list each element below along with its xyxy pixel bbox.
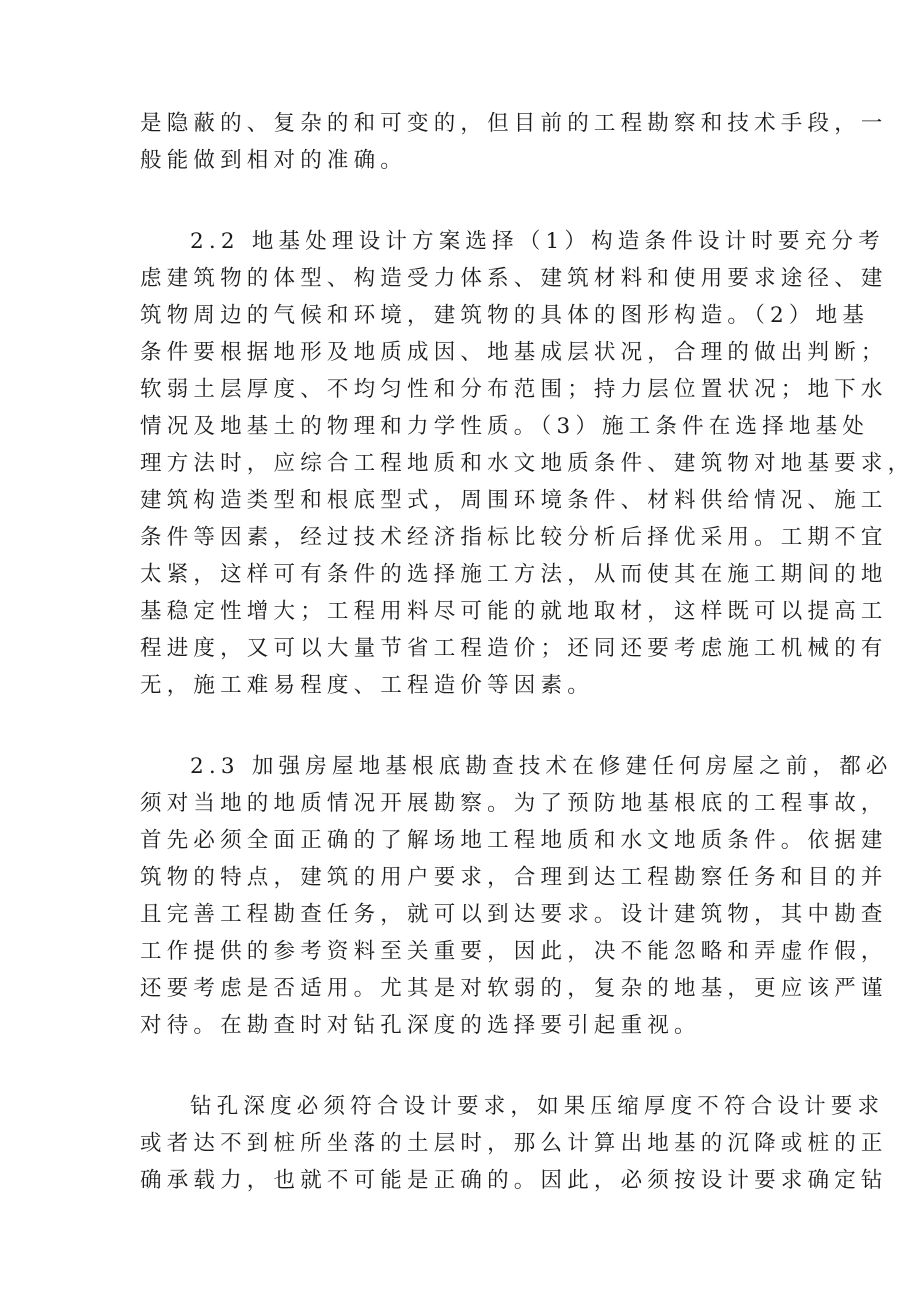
text-line: 筑物周边的气候和环境，建筑物的具体的图形构造。（2）地基	[140, 303, 870, 328]
text-line: 筑物的特点，建筑的用户要求，合理到达工程勘察任务和目的并	[140, 865, 888, 890]
text-line: 确承载力，也就不可能是正确的。因此，必须按设计要求确定钻	[140, 1168, 888, 1193]
paragraph-section-2-2	[140, 223, 915, 704]
text-line: 钻孔深度必须符合设计要求，如果压缩厚度不符合设计要求	[190, 1094, 885, 1119]
text-line: 须对当地的地质情况开展勘察。为了预防地基根底的工程事故，	[140, 791, 888, 816]
text-line: 条件要根据地形及地质成因、地基成层状况，合理的做出判断；	[140, 340, 888, 365]
text-line: 太紧，这样可有条件的选择施工方法，从而使其在施工期间的地	[140, 562, 888, 587]
text-line: 条件等因素，经过技术经济指标比较分析后择优采用。工期不宜	[140, 525, 888, 550]
text-line: 情况及地基土的物理和力学性质。（3）施工条件在选择地基处	[140, 414, 870, 439]
text-line: 基稳定性增大；工程用料尽可能的就地取材，这样既可以提高工	[140, 599, 888, 624]
text-line: 且完善工程勘查任务，就可以到达要求。设计建筑物，其中勘查	[140, 902, 888, 927]
section-heading-line: 2.3 加强房屋地基根底勘查技术在修建任何房屋之前，都必	[190, 754, 893, 779]
text-line: 工作提供的参考资料至关重要，因此，决不能忽略和弄虚作假，	[140, 939, 888, 964]
text-line: 般能做到相对的准确。	[140, 148, 408, 173]
paragraph-section-2-3	[140, 748, 893, 1044]
text-line: 对待。在勘查时对钻孔深度的选择要引起重视。	[140, 1013, 701, 1038]
document-page	[140, 105, 915, 1243]
text-line: 首先必须全面正确的了解场地工程地质和水文地质条件。依据建	[140, 828, 888, 853]
text-line: 是隐蔽的、复杂的和可变的，但目前的工程勘察和技术手段，一	[140, 111, 888, 136]
paragraph-drilling-depth	[140, 1088, 888, 1199]
text-line: 还要考虑是否适用。尤其是对软弱的，复杂的地基，更应该严谨	[140, 976, 888, 1001]
text-line: 程进度，又可以大量节省工程造价；还同还要考虑施工机械的有	[140, 636, 888, 661]
text-line: 无，施工难易程度、工程造价等因素。	[140, 673, 594, 698]
text-line: 或者达不到桩所坐落的土层时，那么计算出地基的沉降或桩的正	[140, 1131, 888, 1156]
text-line: 建筑构造类型和根底型式，周围环境条件、材料供给情况、施工	[140, 488, 888, 513]
paragraph-continuation	[140, 105, 888, 179]
section-heading-line: 2.2 地基处理设计方案选择（1）构造条件设计时要充分考	[190, 229, 885, 254]
text-line: 虑建筑物的体型、构造受力体系、建筑材料和使用要求途径、建	[140, 266, 888, 291]
text-line: 理方法时，应综合工程地质和水文地质条件、建筑物对地基要求，	[140, 451, 915, 476]
text-line: 软弱土层厚度、不均匀性和分布范围；持力层位置状况；地下水	[140, 377, 888, 402]
